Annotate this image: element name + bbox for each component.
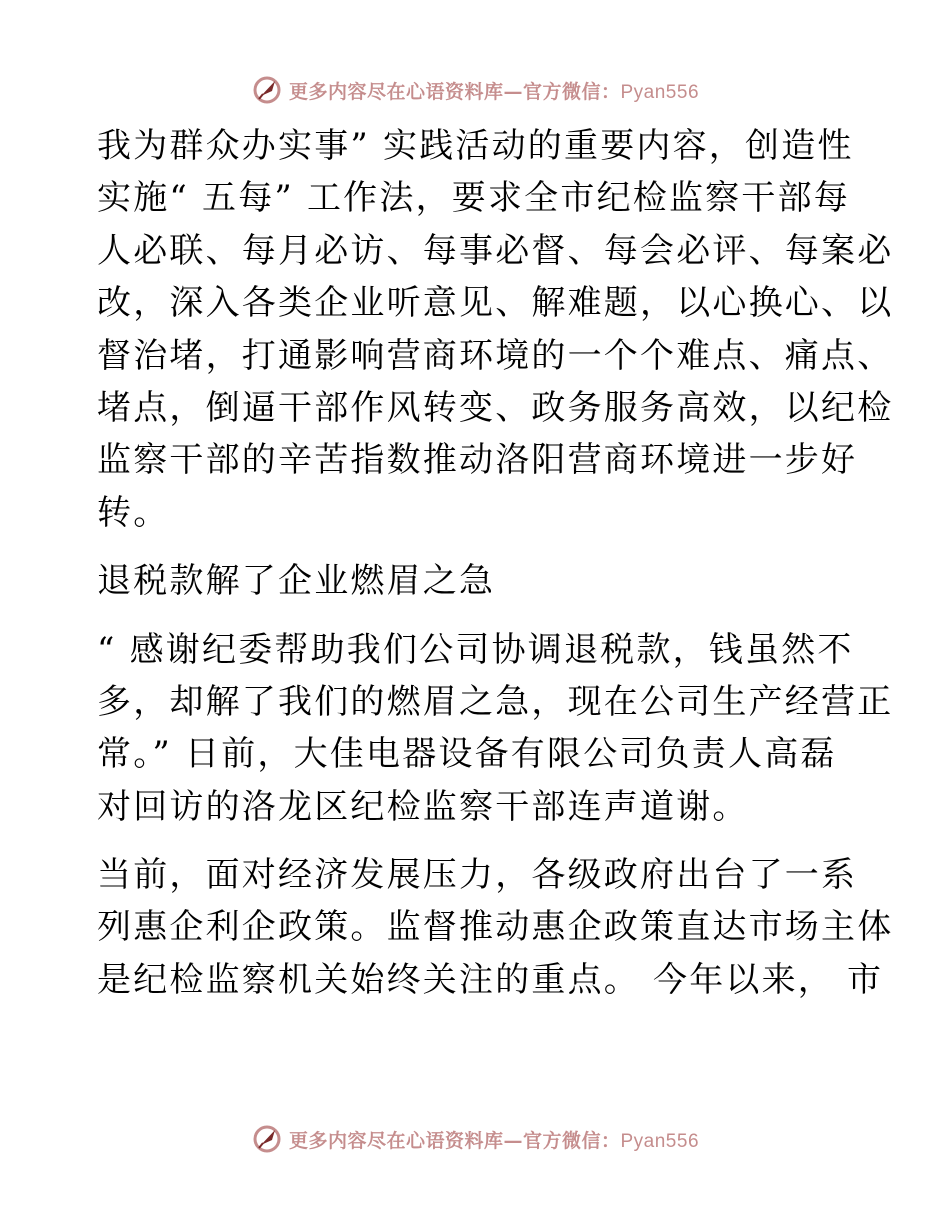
text-line: 退税款解了企业燃眉之急 [97, 561, 496, 602]
text-line: 转。 [97, 492, 170, 533]
section-heading [97, 555, 857, 607]
feather-pen-logo-icon [251, 74, 283, 106]
text-line: 堵点，倒逼干部作风转变、政务服务高效，以纪检 [97, 387, 894, 428]
footer-watermark [0, 1119, 950, 1159]
paragraph-spacer [97, 539, 857, 555]
text-line: 改，深入各类企业听意见、解难题，以心换心、以 [97, 283, 894, 324]
text-line: 当前，面对经济发展压力，各级政府出台了一系 [97, 855, 858, 896]
text-line: 人必联、每月必访、每事必督、每会必评、每案必 [97, 230, 894, 271]
text-line: 多，却解了我们的燃眉之急，现在公司生产经营正 [97, 681, 894, 722]
text-line: 是纪检监察机关始终关注的重点。 今年以来， 市 [97, 959, 884, 1000]
text-line: 我为群众办实事” 实践活动的重要内容，创造性 [97, 126, 854, 166]
watermark-text: 更多内容尽在心语资料库—官方微信：Pyan556 [288, 80, 700, 103]
text-line: 列惠企利企政策。监督推动惠企政策直达市场主体 [97, 907, 894, 948]
text-line: 对回访的洛龙区纪检监察干部连声道谢。 [97, 786, 749, 827]
paragraph-spacer [97, 833, 857, 849]
text-line: 督治堵，打通影响营商环境的一个个难点、痛点、 [97, 335, 894, 376]
paragraph-2 [97, 624, 894, 834]
feather-pen-logo-icon [251, 1123, 283, 1155]
paragraph-3 [97, 849, 894, 1006]
watermark-text: 更多内容尽在心语资料库—官方微信：Pyan556 [288, 1129, 700, 1152]
paragraph-1 [97, 120, 894, 539]
text-line: 监察干部的辛苦指数推动洛阳营商环境进一步好 [97, 440, 858, 481]
text-line: 常。” 日前，大佳电器设备有限公司负责人高磊 [97, 734, 837, 775]
text-line: “ 感谢纪委帮助我们公司协调退税款，钱虽然不 [97, 629, 854, 670]
document-body [97, 120, 894, 1006]
text-line: 实施“ 五每” 工作法，要求全市纪检监察干部每 [97, 178, 850, 219]
paragraph-spacer [97, 608, 857, 624]
header-watermark [0, 70, 950, 110]
